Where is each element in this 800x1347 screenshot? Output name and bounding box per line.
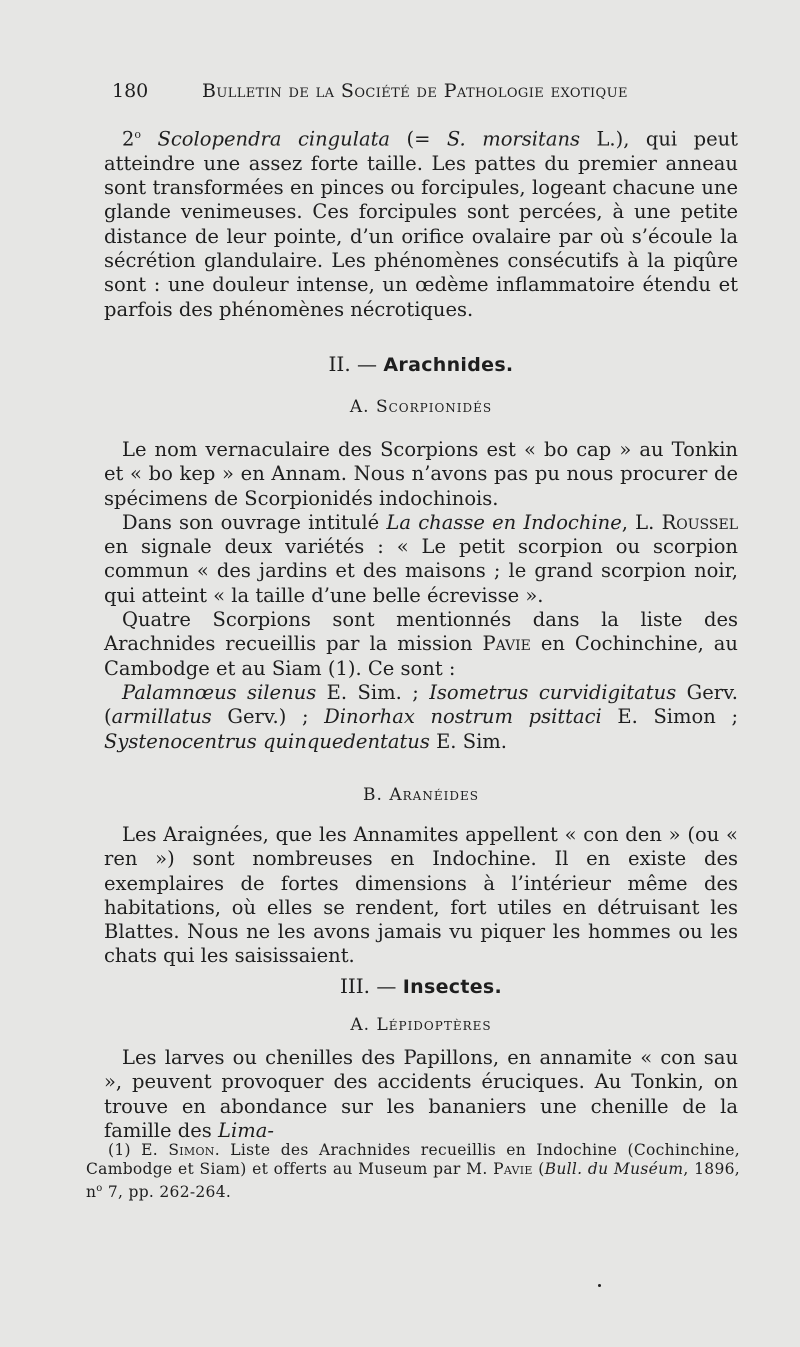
subheading-araneides: B. Aranéides (363, 785, 479, 805)
paragraph-scolopendra: 2$^o$ Scolopendra cingulata (= S. morsitans L.), qui peut atteindre une assez forte taille. Les pattes du premier anneau sont transformées en pinces ou forcipules, logeant chacune une glande venimeuses. Ces forcipules sont percées, à une petite distance de leur pointe, d’un orifice ovalaire par où s’écoule la sécrétion glandulaire. Les phénomènes consécutifs à la piqûre sont : une douleur intense, un œdème inflammatoire étendu et parfois des phénomènes nécrotiques. (104, 127, 739, 321)
paragraph-scorpions: Le nom vernaculaire des Scorpions est « bo cap » au Tonkin et « bo kep » en Annam. Nous n’avons pas pu nous procurer de spécimens de Scorpionidés indochinois. Dans son ouvrage intitulé La chasse en Indochine, L. Roussel en signale deux variétés : « Le petit scorpion ou scorpion commun « des jardins et des maisons ; le grand scorpion noir, qui atteint « la taille d’une belle écrevisse ». Quatre Scorpions sont mentionnés dans la liste des Arachnides recueillis par la mission Pavie en Cochinchine, au Cambodge et au Siam (1). Ce sont : Palamnœus silenus E. Sim. ; Isometrus curvidigitatus Gerv. (armillatus Gerv.) ; Dinorhax nostrum psittaci E. Simon ; Systenocentrus quinquedentatus E. Sim. (104, 438, 739, 753)
paragraph-araneides: Les Araignées, que les Annamites appellent « con den » (ou « ren ») sont nombreuses en Indochine. Il en existe des exemplaires de fortes dimensions à l’intérieur même des habitations, où elles se rendent, fort utiles en détruisant les Blattes. Nous ne les avons jamais vu piquer les hommes ou les chats qui les saisissaient. (104, 823, 738, 968)
mission-name: Pavie (482, 632, 531, 656)
book-title: La chasse en Indochine (386, 510, 622, 534)
footnote: (1) E. Simon. Liste des Arachnides recueillis en Indochine (Cochinchine, Cambodge et Siam) et offerts au Museum par M. Pavie (Bull. du Muséum, 1896, $n^o$ 7, pp. 262-264. (86, 1141, 741, 1202)
author-name: Roussel (661, 510, 738, 534)
stray-ink-dot (598, 1284, 601, 1287)
running-title: Bulletin de la Société de Pathologie exotique (202, 80, 628, 102)
paragraph-lepidopteres: Les larves ou chenilles des Papillons, en annamite « con sau », peuvent provoquer des accidents éruciques. Au Tonkin, on trouve en abondance sur les bananiers une chenille de la famille des Lima- (104, 1046, 738, 1142)
section-heading-insectes: III. — Insectes. (339, 974, 503, 998)
species-name: Scolopendra cingulata (157, 127, 391, 151)
subheading-lepidopteres: A. Lépidoptères (350, 1015, 492, 1035)
page-number: 180 (112, 80, 149, 102)
section-heading-arachnides: II. — Arachnides. (328, 352, 514, 376)
subheading-scorpionides: A. Scorpionidés (349, 397, 493, 417)
species-synonym: S. morsitans (446, 127, 581, 151)
